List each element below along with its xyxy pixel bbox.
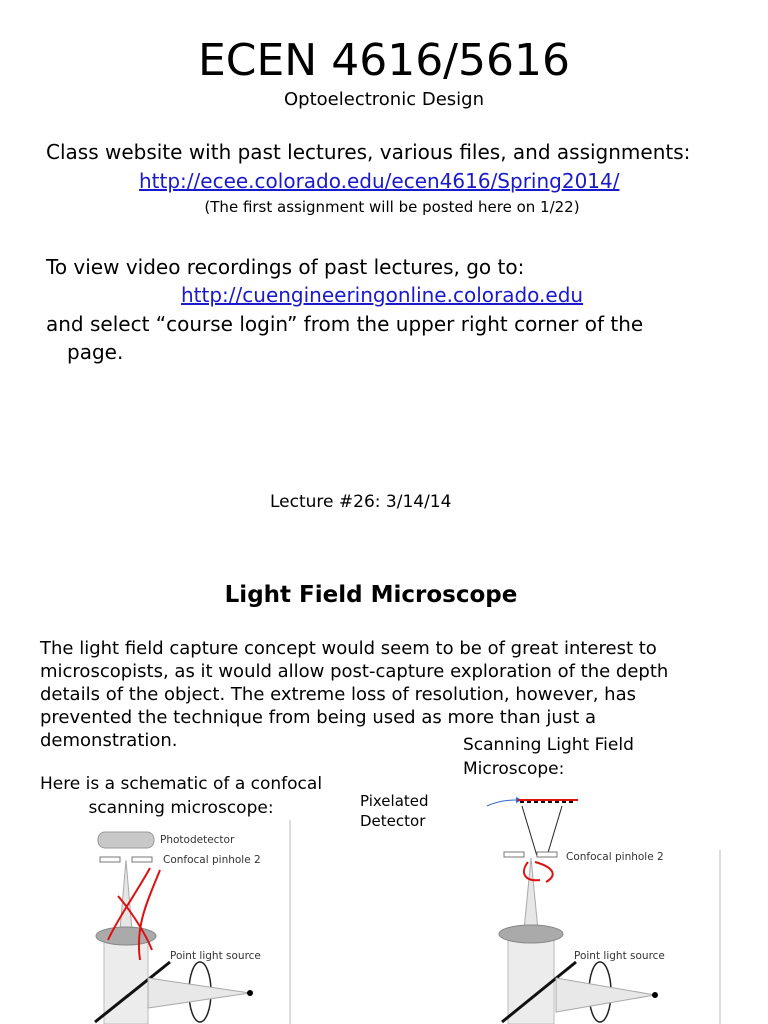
lenslet-ray [547,806,562,856]
objective-lens [96,927,156,945]
source-cone [148,978,250,1008]
point-source [247,990,253,996]
pinhole-right-plate [537,852,557,857]
course-login-instruction: and select “course login” from the upper right corner of the [46,312,644,336]
photodetector-label: Photodetector [160,834,235,846]
course-title: ECEN 4616/5616 [197,35,570,86]
paragraph-line: details of the object. The extreme loss of resolution, however, has [40,684,636,705]
light-cone [120,860,132,930]
paragraph-line: microscopists, as it would allow post-capture exploration of the depth [40,661,669,682]
video-intro-text: To view video recordings of past lectures, go to: [46,255,525,279]
course-subtitle: Optoelectronic Design [284,89,484,110]
source-label: Point light source [170,950,261,962]
video-recordings-link[interactable]: http://cuengineeringonline.colorado.edu [181,283,584,307]
pinhole-left-plate [100,857,120,862]
source-label: Point light source [574,950,665,962]
section-heading: Light Field Microscope [224,582,518,608]
light-cone [524,858,538,930]
lecture-label: Lecture #26: 3/14/14 [270,492,452,512]
pinhole-label: Confocal pinhole 2 [566,851,664,863]
website-intro-text: Class website with past lectures, various files, and assignments: [46,140,691,164]
scanning-microscope-caption: Scanning Light Field Microscope: [463,735,634,779]
course-login-instruction-cont: page. [67,340,124,364]
pinhole-left-plate [504,852,524,857]
photodetector-shape [98,832,154,848]
class-website-link[interactable]: http://ecee.colorado.edu/ecen4616/Spring2014/ [139,169,620,193]
paragraph-line: demonstration. [40,730,178,751]
pinhole-right-plate [132,857,152,862]
point-source [652,992,658,998]
pixelated-detector-label: Pixelated Detector [360,792,429,830]
objective-lens [499,925,563,943]
paragraph-line: The light field capture concept would seem to be of great interest to [40,638,657,659]
lenslet-ray [522,806,537,856]
confocal-diagram [95,820,290,1024]
assignment-note: (The first assignment will be posted here on 1/22) [204,198,580,216]
confocal-schematic-caption: Here is a schematic of a confocal scanning microscope: [39,774,323,818]
red-annotation-loop [535,862,553,882]
scanning-light-field-diagram [487,797,720,1024]
pinhole-label: Confocal pinhole 2 [163,854,261,866]
paragraph-line: prevented the technique from being used as more than just a [40,707,597,728]
source-cone [556,978,655,1012]
blue-arrow [487,800,516,806]
